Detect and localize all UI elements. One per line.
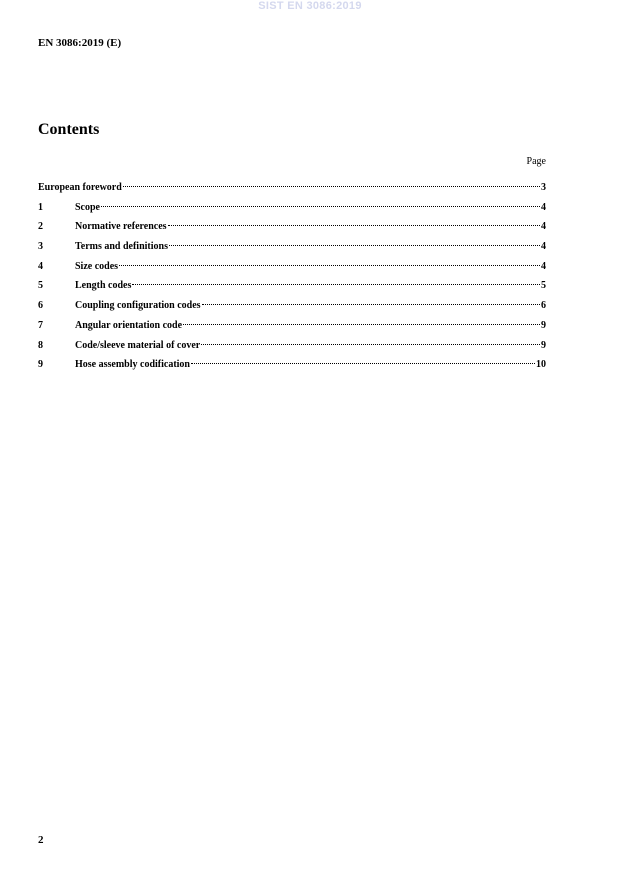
toc-entry-length-codes[interactable] — [38, 279, 546, 299]
toc-entry-number: 3 — [38, 241, 43, 253]
toc-entry-title: Code/sleeve material of cover — [75, 339, 201, 351]
toc-leader-dots — [101, 206, 540, 207]
toc-entry-page: 4 — [541, 241, 546, 253]
toc-entry-number: 4 — [38, 260, 43, 272]
toc-entry-page: 10 — [536, 359, 546, 371]
toc-entry-normative-references[interactable] — [38, 220, 546, 240]
toc-entry-title: European foreword — [38, 182, 122, 193]
toc-leader-dots — [202, 304, 540, 305]
toc-entry-page: 3 — [541, 182, 546, 193]
toc-entry-hose-assembly-codification[interactable] — [38, 358, 546, 378]
toc-entry-number: 2 — [38, 221, 43, 233]
page-column-label: Page — [526, 156, 546, 167]
toc-entry-title: Scope — [75, 201, 100, 213]
toc-entry-scope[interactable] — [38, 201, 546, 221]
toc-entry-page: 9 — [541, 319, 546, 331]
toc-entry-number: 7 — [38, 319, 43, 331]
toc-entry-page: 4 — [541, 221, 546, 233]
toc-entry-number: 8 — [38, 339, 43, 351]
toc-leader-dots — [132, 284, 540, 285]
toc-entry-title: Coupling configuration codes — [75, 300, 201, 312]
toc-entry-size-codes[interactable] — [38, 260, 546, 280]
toc-entry-page: 9 — [541, 339, 546, 351]
toc-entry-number: 6 — [38, 300, 43, 312]
toc-entry-terms-and-definitions[interactable] — [38, 240, 546, 260]
toc-entry-number: 9 — [38, 359, 43, 371]
contents-heading: Contents — [38, 121, 100, 138]
toc-entry-title: Normative references — [75, 221, 167, 233]
toc-leader-dots — [169, 245, 540, 246]
toc-entry-number: 1 — [38, 201, 43, 213]
watermark: SIST EN 3086:2019 — [258, 0, 362, 12]
toc-entry-code-sleeve-material-of-cover[interactable] — [38, 339, 546, 359]
toc-entry-coupling-configuration-codes[interactable] — [38, 299, 546, 319]
toc-leader-dots — [201, 344, 540, 345]
toc-leader-dots — [183, 324, 540, 325]
toc-entry-title: Length codes — [75, 280, 132, 292]
toc-entry-page: 4 — [541, 260, 546, 272]
toc-entry-title: Size codes — [75, 260, 119, 272]
toc-leader-dots — [123, 186, 540, 187]
toc-entry-page: 4 — [541, 201, 546, 213]
toc-entry-angular-orientation-code[interactable] — [38, 319, 546, 339]
toc-entry-number: 5 — [38, 280, 43, 292]
toc-entry-title: Angular orientation code — [75, 319, 183, 331]
toc-entry-page: 6 — [541, 300, 546, 312]
table-of-contents — [38, 181, 546, 378]
page-number: 2 — [38, 834, 44, 846]
toc-entry-page: 5 — [541, 280, 546, 292]
toc-entry-title: Terms and definitions — [75, 241, 168, 253]
toc-entry-foreword[interactable] — [38, 181, 546, 201]
toc-leader-dots — [191, 363, 535, 364]
toc-leader-dots — [119, 265, 540, 266]
document-id: EN 3086:2019 (E) — [38, 37, 122, 49]
toc-leader-dots — [168, 225, 540, 226]
toc-entry-title: Hose assembly codification — [75, 359, 190, 371]
